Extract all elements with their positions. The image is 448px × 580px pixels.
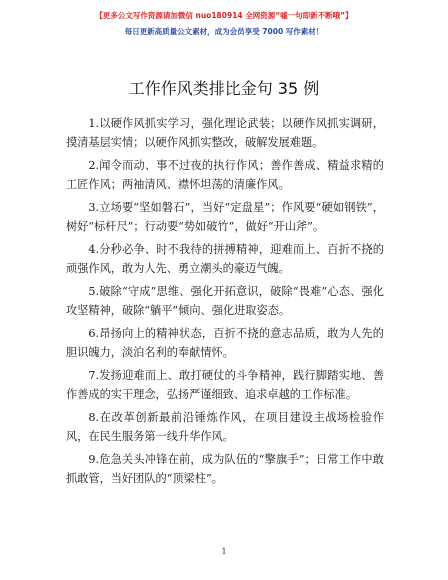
header-banner [0, 8, 448, 40]
list-item: 4.分秒必争、时不我待的拼搏精神，迎难而上、百折不挠的顽强作风，敢为人先、勇立潮头的豪迈气魄。 [66, 243, 384, 275]
list-item: 8.在改革创新最前沿锤炼作风，在项目建设主战场检验作风，在民生服务第一线升华作风。 [66, 411, 384, 443]
list-item: 3.立场要“坚如磐石”，当好“定盘星”；作风要“硬如钢铁”，树好“标杆尺”；行动要“势如破竹”，做好“开山斧”。 [66, 201, 384, 233]
list-item: 1.以硬作风抓实学习，强化理论武装；以硬作风抓实调研，摸清基层实情；以硬作风抓实整改，破解发展难题。 [66, 117, 384, 149]
banner-line-contact: 【更多公文写作资源请加微信 nuo180914 全网资源“嘘一句即新不断哦”】 [95, 11, 353, 20]
page-number: 1 [221, 547, 227, 556]
list-item: 9.危急关头冲锋在前，成为队伍的“擎旗手”；日常工作中敢抓敢管，当好团队的“顶梁柱”。 [66, 453, 384, 485]
list-item: 6.昂扬向上的精神状态，百折不挠的意志品质，敢为人先的胆识魄力，淡泊名利的奉献情怀。 [66, 327, 384, 359]
list-item: 7.发扬迎难而上、敢打硬仗的斗争精神，践行脚踏实地、善作善成的实干理念，弘扬严谨细致、追求卓越的工作标准。 [66, 369, 384, 401]
document-title: 工作作风类排比金句 35 例 [128, 79, 320, 98]
list-item: 2.闻令而动、事不过夜的执行作风；善作善成、精益求精的工匠作风；两袖清风、襟怀坦荡的清廉作风。 [66, 159, 384, 191]
banner-line-promo: 每日更新高质量公文素材，成为会员享受 7000 写作素材！ [124, 27, 324, 36]
document-body [66, 115, 384, 493]
list-item: 5.破除“守成”思维、强化开拓意识，破除“畏难”心态、强化攻坚精神，破除“躺平”倾向、强化进取姿态。 [66, 285, 384, 317]
